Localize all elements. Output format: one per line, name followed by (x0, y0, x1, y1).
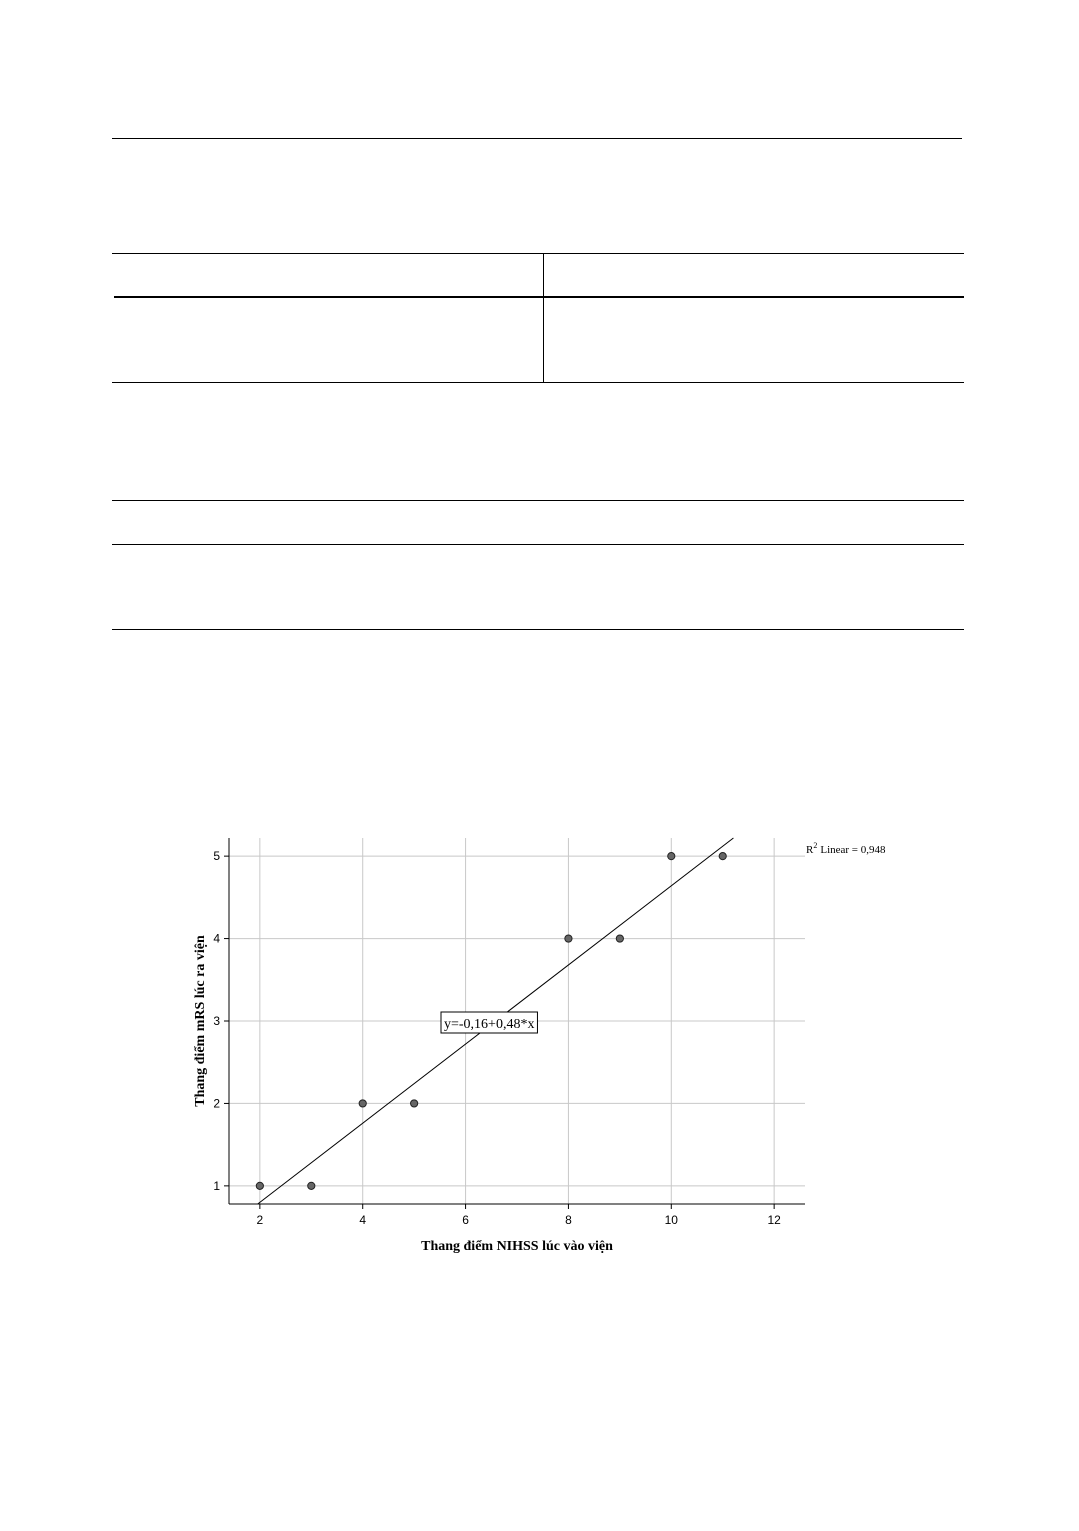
x-tick-label: 12 (767, 1213, 781, 1227)
data-point (308, 1182, 315, 1189)
y-axis-title: Thang điểm mRS lúc ra viện (193, 935, 208, 1107)
y-tick-label: 4 (213, 931, 220, 946)
r2-superscript: 2 (813, 841, 818, 850)
r2-prefix: R (806, 844, 814, 856)
r2-label (806, 841, 886, 856)
data-point (256, 1182, 263, 1189)
y-tick-label: 1 (213, 1178, 220, 1193)
data-point (668, 853, 675, 860)
r2-value: Linear = 0,948 (820, 844, 886, 856)
data-point (616, 935, 623, 942)
y-tick-label: 3 (213, 1014, 220, 1028)
fit-equation-label: y=-0,16+0,48*x (444, 1017, 535, 1032)
y-tick-label: 2 (213, 1096, 220, 1111)
chart-ticks (213, 849, 781, 1227)
x-tick-label: 10 (664, 1213, 678, 1227)
x-tick-label: 2 (256, 1213, 264, 1227)
data-point (719, 853, 726, 860)
y-tick-label: 5 (213, 849, 220, 864)
data-point (411, 1100, 418, 1107)
x-tick-label: 4 (359, 1213, 367, 1227)
chart-labels (193, 841, 886, 1254)
data-point (565, 935, 572, 942)
data-point (359, 1100, 366, 1107)
x-tick-label: 6 (462, 1213, 469, 1227)
x-tick-label: 8 (565, 1213, 572, 1227)
x-axis-title: Thang điểm NIHSS lúc vào viện (421, 1239, 613, 1254)
